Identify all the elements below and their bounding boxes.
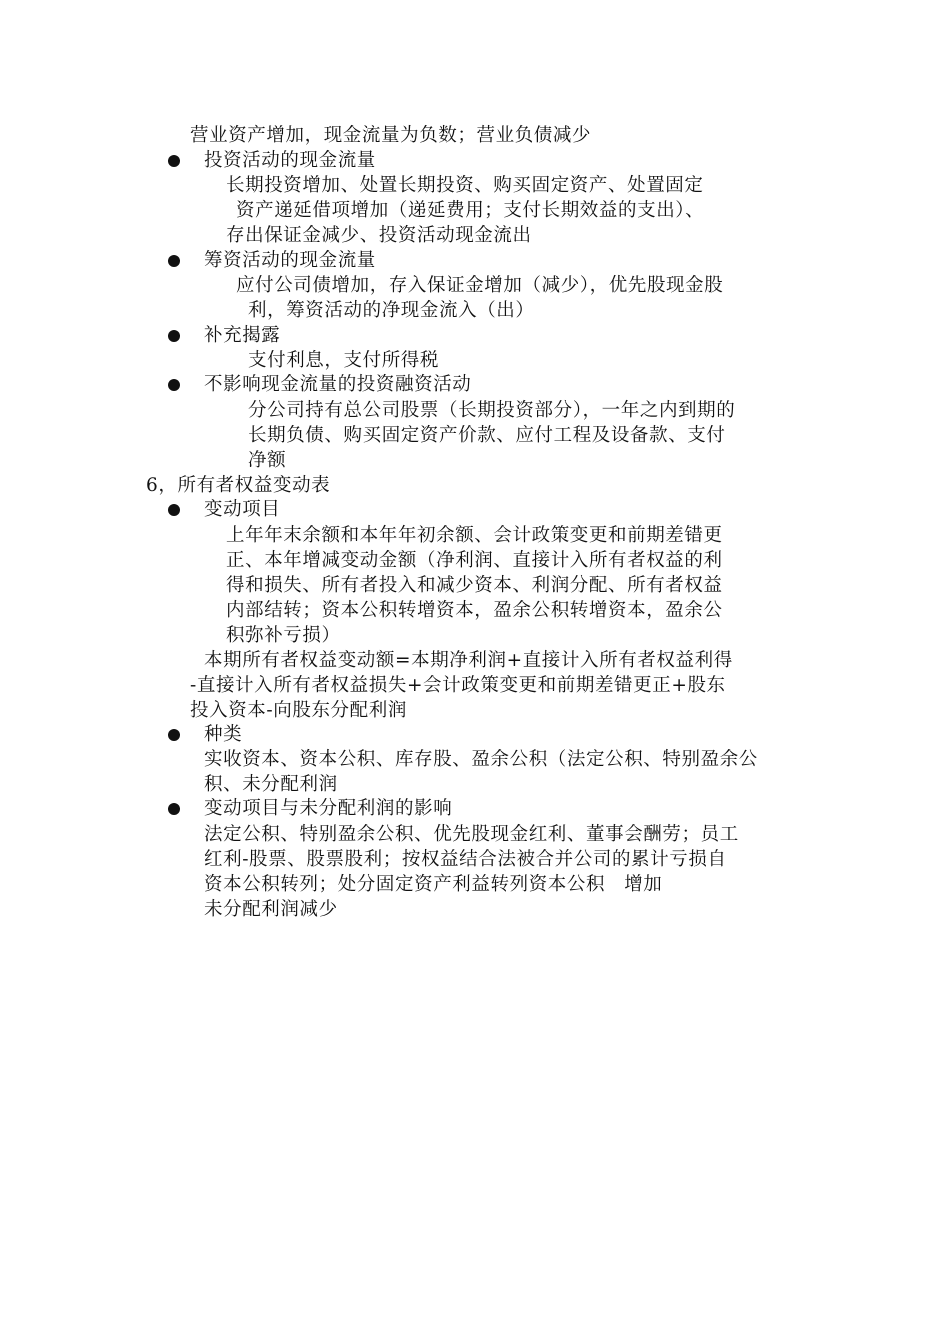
bullet-icon [168, 803, 180, 815]
noncash-heading: 不影响现金流量的投资融资活动 [204, 374, 472, 395]
financing-line-2: 利，筹资活动的净现金流入（出） [248, 300, 535, 321]
formula-line-1: 本期所有者权益变动额=本期净利润+直接计入所有者权益利得 [204, 650, 733, 671]
noncash-line-2: 长期负债、购买固定资产价款、应付工程及设备款、支付 [248, 425, 726, 446]
effects-line-1: 法定公积、特别盈余公积、优先股现金红利、董事会酬劳；员工 [204, 824, 739, 845]
noncash-line-3: 净额 [248, 450, 287, 471]
investing-line-1: 长期投资增加、处置长期投资、购买固定资产、处置固定 [226, 175, 704, 196]
effects-line-2: 红利-股票、股票股利；按权益结合法被合并公司的累计亏损自 [204, 849, 727, 870]
bullet-icon [168, 155, 180, 167]
formula-line-3: 投入资本-向股东分配利润 [190, 700, 407, 721]
bullet-icon [168, 255, 180, 267]
investing-line-2: 资产递延借项增加（递延费用；支付长期效益的支出）、 [236, 200, 705, 221]
effects-heading: 变动项目与未分配利润的影响 [204, 798, 453, 819]
section-6-title: 6，所有者权益变动表 [146, 475, 331, 496]
change-items-line-5: 积弥补亏损） [226, 625, 341, 646]
kinds-heading: 种类 [204, 724, 243, 745]
change-items-line-2: 正、本年增减变动金额（净利润、直接计入所有者权益的利 [226, 550, 723, 571]
bullet-icon [168, 330, 180, 342]
kinds-line-2: 积、未分配利润 [204, 774, 338, 795]
investing-line-3: 存出保证金减少、投资活动现金流出 [226, 225, 532, 246]
kinds-line-1: 实收资本、资本公积、库存股、盈余公积（法定公积、特别盈余公 [204, 749, 758, 770]
intro-line-1: 营业资产增加，现金流量为负数；营业负债减少 [190, 125, 592, 146]
formula-line-2: -直接计入所有者权益损失+会计政策变更和前期差错更正+股东 [190, 675, 726, 696]
bullet-icon [168, 379, 180, 391]
supplement-line-1: 支付利息，支付所得税 [248, 350, 440, 371]
effects-line-3: 资本公积转列；处分固定资产利益转列资本公积 增加 [204, 874, 663, 895]
financing-line-1: 应付公司债增加，存入保证金增加（减少），优先股现金股 [236, 275, 724, 296]
noncash-line-1: 分公司持有总公司股票（长期投资部分），一年之内到期的 [248, 400, 736, 421]
change-items-line-4: 内部结转；资本公积转增资本，盈余公积转增资本，盈余公 [226, 600, 723, 621]
supplement-heading: 补充揭露 [204, 325, 281, 346]
effects-line-4: 未分配利润减少 [204, 899, 338, 920]
change-items-line-3: 得和损失、所有者投入和减少资本、利润分配、所有者权益 [226, 575, 723, 596]
investing-heading: 投资活动的现金流量 [204, 150, 376, 171]
change-items-line-1: 上年年末余额和本年年初余额、会计政策变更和前期差错更 [226, 525, 723, 546]
bullet-icon [168, 729, 180, 741]
financing-heading: 筹资活动的现金流量 [204, 250, 376, 271]
change-items-heading: 变动项目 [204, 499, 281, 520]
bullet-icon [168, 504, 180, 516]
